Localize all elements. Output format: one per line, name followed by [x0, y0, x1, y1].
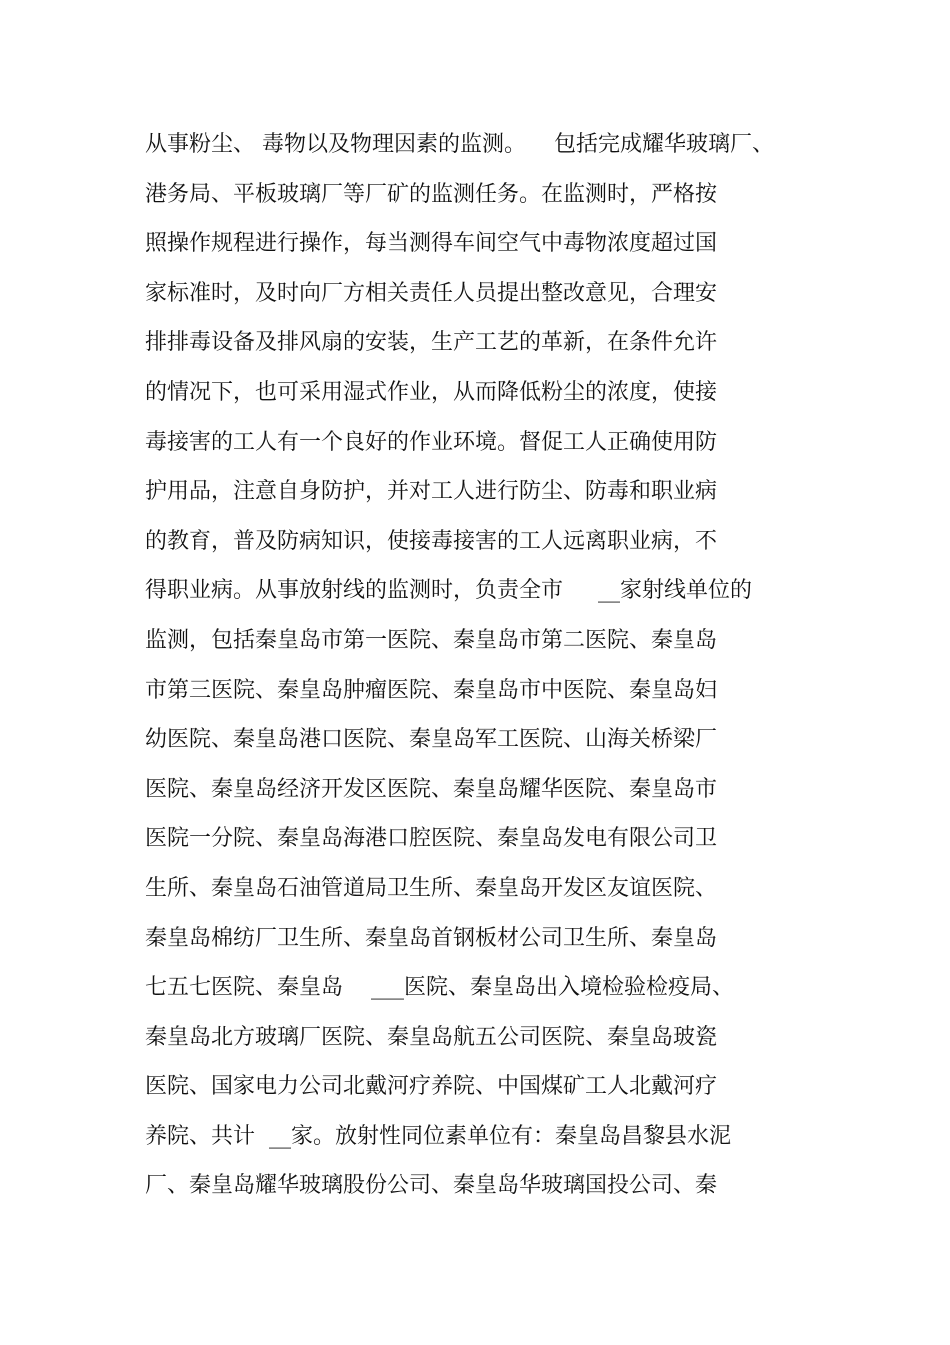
- text-line: 护用品，注意自身防护，并对工人进行防尘、防毒和职业病: [145, 479, 718, 505]
- text-line: 的教育，普及防病知识，使接毒接害的工人远离职业病，不: [145, 528, 718, 554]
- text-line: 监测，包括秦皇岛市第一医院、秦皇岛市第二医院、秦皇岛: [145, 627, 718, 653]
- text-line: 家标准时，及时向厂方相关责任人员提出整改意见，合理安: [145, 280, 718, 306]
- text-line: 毒接害的工人有一个良好的作业环境。督促工人正确使用防: [145, 429, 718, 455]
- text-line: 医院、国家电力公司北戴河疗养院、中国煤矿工人北戴河疗: [145, 1074, 718, 1100]
- text-line: 医院、秦皇岛经济开发区医院、秦皇岛耀华医院、秦皇岛市: [145, 776, 718, 802]
- text-line: 秦皇岛棉纺厂卫生所、秦皇岛首钢板材公司卫生所、秦皇岛: [145, 925, 718, 951]
- text-line: 从事粉尘、 毒物以及物理因素的监测。 包括完成耀华玻璃厂、: [145, 132, 774, 157]
- text-line: 生所、秦皇岛石油管道局卫生所、秦皇岛开发区友谊医院、: [145, 875, 718, 901]
- text-line: 得职业病。从事放射线的监测时，负责全市 __家射线单位的: [145, 578, 752, 604]
- text-line: 七五七医院、秦皇岛 ___医院、秦皇岛出入境检验检疫局、: [145, 975, 734, 1001]
- text-line: 排排毒设备及排风扇的安装，生产工艺的革新，在条件允许: [145, 330, 718, 356]
- text-line: 市第三医院、秦皇岛肿瘤医院、秦皇岛市中医院、秦皇岛妇: [145, 677, 718, 703]
- text-line: 港务局、平板玻璃厂等厂矿的监测任务。在监测时，严格按: [145, 181, 718, 207]
- body-text: [145, 120, 925, 1211]
- text-line: 幼医院、秦皇岛港口医院、秦皇岛军工医院、山海关桥梁厂: [145, 727, 718, 753]
- text-line: 秦皇岛北方玻璃厂医院、秦皇岛航五公司医院、秦皇岛玻瓷: [145, 1024, 718, 1050]
- text-line: 医院一分院、秦皇岛海港口腔医院、秦皇岛发电有限公司卫: [145, 826, 718, 852]
- text-line: 的情况下，也可采用湿式作业，从而降低粉尘的浓度，使接: [145, 379, 718, 405]
- text-line: 照操作规程进行操作，每当测得车间空气中毒物浓度超过国: [145, 231, 718, 257]
- text-line: 养院、共计 __家。放射性同位素单位有：秦皇岛昌黎县水泥: [145, 1123, 731, 1149]
- text-line: 厂、秦皇岛耀华玻璃股份公司、秦皇岛华玻璃国投公司、秦: [145, 1173, 718, 1199]
